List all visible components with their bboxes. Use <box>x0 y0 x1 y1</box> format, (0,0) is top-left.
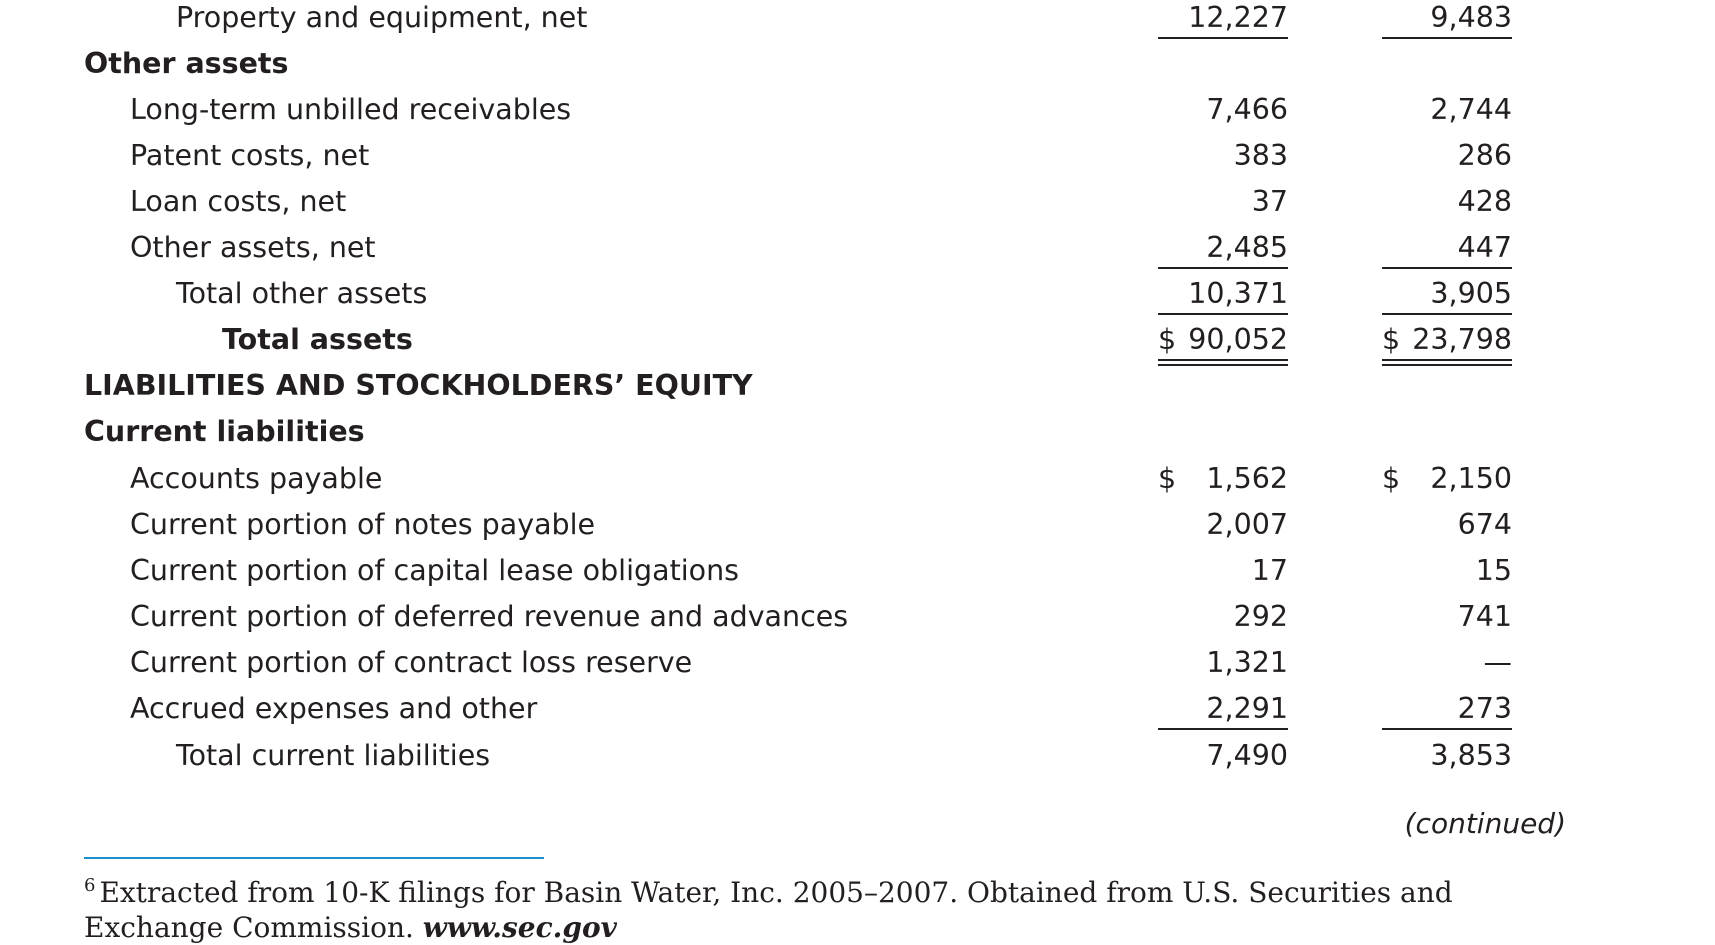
row-capital-lease <box>0 553 1715 599</box>
row-label: Current portion of deferred revenue and advances <box>130 600 849 633</box>
value-cell-col2: 447 <box>1457 231 1512 264</box>
row-total-other-assets <box>0 276 1715 322</box>
row-accrued-expenses <box>0 691 1715 737</box>
value-cell-col2: 9,483 <box>1430 1 1512 34</box>
value-cell-col1: 7,466 <box>1206 93 1288 126</box>
value-cell-col1: 2,291 <box>1206 692 1288 725</box>
value-cell-col2: 428 <box>1457 185 1512 218</box>
row-label: Other assets, net <box>130 231 376 264</box>
row-notes-payable <box>0 507 1715 553</box>
section-heading: Other assets <box>84 47 289 80</box>
underline-rule <box>1382 37 1512 39</box>
value-cell-col2: 741 <box>1457 600 1512 633</box>
row-label: Total other assets <box>176 277 428 310</box>
footnote-divider <box>84 857 544 859</box>
value-cell-col1: 292 <box>1233 600 1288 633</box>
underline-rule <box>1158 728 1288 730</box>
underline-rule <box>1158 37 1288 39</box>
row-total-current-liabilities <box>0 738 1715 784</box>
underline-rule <box>1158 267 1288 269</box>
value-cell-col2: 3,905 <box>1430 277 1512 310</box>
underline-rule <box>1382 313 1512 315</box>
value-cell-col1: 2,485 <box>1206 231 1288 264</box>
row-total-assets <box>0 322 1715 368</box>
continued-note: (continued) <box>1404 807 1566 840</box>
row-label: Current portion of capital lease obligations <box>130 554 740 587</box>
section-heading: Current liabilities <box>84 415 365 448</box>
row-label: Current portion of notes payable <box>130 508 596 541</box>
row-label: Property and equipment, net <box>176 1 588 34</box>
footnote-mark: 6 <box>84 875 96 896</box>
value-cell-col1: $ 90,052 <box>1158 323 1288 356</box>
double-underline-rule <box>1382 364 1512 366</box>
value-cell-col2: $ 2,150 <box>1382 462 1512 495</box>
double-underline-rule <box>1382 359 1512 361</box>
row-loan-costs <box>0 184 1715 230</box>
section-heading-liabilities-equity <box>0 368 1715 414</box>
value-cell-col2: 273 <box>1457 692 1512 725</box>
row-label: Total assets <box>222 323 413 356</box>
underline-rule <box>1158 313 1288 315</box>
row-other-assets-net <box>0 230 1715 276</box>
double-underline-rule <box>1158 359 1288 361</box>
footnote-source-link: www.sec.gov <box>422 911 617 944</box>
row-label: Loan costs, net <box>130 185 347 218</box>
footnote <box>84 868 1574 945</box>
row-label: Current portion of contract loss reserve <box>130 646 693 679</box>
row-label: Accounts payable <box>130 462 383 495</box>
row-long-term-unbilled <box>0 92 1715 138</box>
row-deferred-revenue <box>0 599 1715 645</box>
row-label: Accrued expenses and other <box>130 692 538 725</box>
value-cell-col2: 15 <box>1475 554 1512 587</box>
section-heading: LIABILITIES AND STOCKHOLDERS’ EQUITY <box>84 369 753 402</box>
value-cell-col2: 2,744 <box>1430 93 1512 126</box>
value-cell-col2: 286 <box>1457 139 1512 172</box>
row-label: Total current liabilities <box>176 739 491 772</box>
section-heading-current-liabilities <box>0 414 1715 460</box>
row-patent-costs <box>0 138 1715 184</box>
row-property-equipment <box>0 0 1715 46</box>
underline-rule <box>1382 728 1512 730</box>
value-cell-col1: 12,227 <box>1188 1 1288 34</box>
value-cell-col2: 674 <box>1457 508 1512 541</box>
value-cell-col2: — <box>1483 646 1512 679</box>
value-cell-col2: $ 23,798 <box>1382 323 1512 356</box>
value-cell-col1: 1,321 <box>1206 646 1288 679</box>
value-cell-col1: 17 <box>1251 554 1288 587</box>
row-label: Long-term unbilled receivables <box>130 93 572 126</box>
footnote-text: Extracted from 10-K filings for Basin Water, Inc. 2005–2007. Obtained from U.S. Securities and Exchange Commission. <box>84 876 1453 944</box>
row-contract-loss-reserve <box>0 645 1715 691</box>
value-cell-col1: $ 1,562 <box>1158 462 1288 495</box>
row-accounts-payable <box>0 461 1715 507</box>
value-cell-col1: 383 <box>1233 139 1288 172</box>
value-cell-col2: 3,853 <box>1430 739 1512 772</box>
underline-rule <box>1382 267 1512 269</box>
value-cell-col1: 2,007 <box>1206 508 1288 541</box>
row-label: Patent costs, net <box>130 139 370 172</box>
value-cell-col1: 7,490 <box>1206 739 1288 772</box>
value-cell-col1: 10,371 <box>1188 277 1288 310</box>
double-underline-rule <box>1158 364 1288 366</box>
section-heading-other-assets <box>0 46 1715 92</box>
value-cell-col1: 37 <box>1251 185 1288 218</box>
